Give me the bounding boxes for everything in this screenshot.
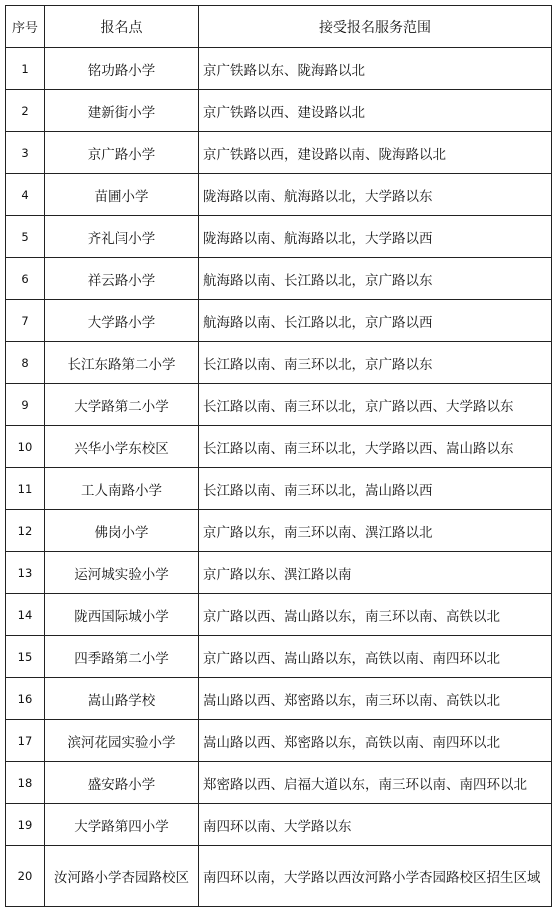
- table-body: [6, 48, 552, 907]
- enrollment-site: 汝河路小学杏园路校区: [45, 846, 199, 907]
- enrollment-site: 嵩山路学校: [45, 678, 199, 720]
- service-range: 郑密路以西、启福大道以东，南三环以南、南四环以北: [199, 762, 552, 804]
- enrollment-site: 祥云路小学: [45, 258, 199, 300]
- header-row: [6, 6, 552, 48]
- header-enrollment-site: 报名点: [45, 6, 199, 48]
- row-number: 13: [6, 552, 45, 594]
- table-row: [6, 342, 552, 384]
- enrollment-site: 陇西国际城小学: [45, 594, 199, 636]
- enrollment-site: 建新街小学: [45, 90, 199, 132]
- row-number: 20: [6, 846, 45, 907]
- table-row: [6, 804, 552, 846]
- enrollment-site: 苗圃小学: [45, 174, 199, 216]
- row-number: 1: [6, 48, 45, 90]
- header-service-range: 接受报名服务范围: [199, 6, 552, 48]
- service-range: 京广铁路以西，建设路以南、陇海路以北: [199, 132, 552, 174]
- table-header: [6, 6, 552, 48]
- service-range: 京广路以西、嵩山路以东，南三环以南、高铁以北: [199, 594, 552, 636]
- row-number: 19: [6, 804, 45, 846]
- table-row: [6, 384, 552, 426]
- service-range: 京广路以西、嵩山路以东，高铁以南、南四环以北: [199, 636, 552, 678]
- service-range: 长江路以南、南三环以北，嵩山路以西: [199, 468, 552, 510]
- service-range: 嵩山路以西、郑密路以东，高铁以南、南四环以北: [199, 720, 552, 762]
- row-number: 9: [6, 384, 45, 426]
- table-row: [6, 216, 552, 258]
- service-range: 航海路以南、长江路以北，京广路以西: [199, 300, 552, 342]
- row-number: 11: [6, 468, 45, 510]
- service-range: 长江路以南、南三环以北，大学路以西、嵩山路以东: [199, 426, 552, 468]
- enrollment-site: 大学路第二小学: [45, 384, 199, 426]
- row-number: 12: [6, 510, 45, 552]
- enrollment-site: 大学路小学: [45, 300, 199, 342]
- service-range: 长江路以南、南三环以北，京广路以西、大学路以东: [199, 384, 552, 426]
- table-row: [6, 636, 552, 678]
- table-row: [6, 132, 552, 174]
- service-range: 陇海路以南、航海路以北，大学路以西: [199, 216, 552, 258]
- row-number: 17: [6, 720, 45, 762]
- enrollment-site: 大学路第四小学: [45, 804, 199, 846]
- enrollment-site: 长江东路第二小学: [45, 342, 199, 384]
- table-row: [6, 174, 552, 216]
- table-row: [6, 48, 552, 90]
- table-row: [6, 552, 552, 594]
- enrollment-site: 工人南路小学: [45, 468, 199, 510]
- row-number: 7: [6, 300, 45, 342]
- enrollment-site: 齐礼闫小学: [45, 216, 199, 258]
- table-row: [6, 762, 552, 804]
- enrollment-site: 铭功路小学: [45, 48, 199, 90]
- table-row: [6, 258, 552, 300]
- table-row: [6, 846, 552, 907]
- table-row: [6, 468, 552, 510]
- service-range: 嵩山路以西、郑密路以东，南三环以南、高铁以北: [199, 678, 552, 720]
- row-number: 14: [6, 594, 45, 636]
- service-range: 长江路以南、南三环以北，京广路以东: [199, 342, 552, 384]
- row-number: 10: [6, 426, 45, 468]
- row-number: 5: [6, 216, 45, 258]
- service-range: 京广铁路以东、陇海路以北: [199, 48, 552, 90]
- enrollment-table: [5, 5, 552, 907]
- row-number: 18: [6, 762, 45, 804]
- enrollment-site: 运河城实验小学: [45, 552, 199, 594]
- service-range: 京广铁路以西、建设路以北: [199, 90, 552, 132]
- enrollment-site: 佛岗小学: [45, 510, 199, 552]
- row-number: 2: [6, 90, 45, 132]
- table-row: [6, 678, 552, 720]
- table-row: [6, 300, 552, 342]
- service-range: 京广路以东、潩江路以南: [199, 552, 552, 594]
- enrollment-site: 京广路小学: [45, 132, 199, 174]
- service-range: 航海路以南、长江路以北，京广路以东: [199, 258, 552, 300]
- row-number: 16: [6, 678, 45, 720]
- service-range: 陇海路以南、航海路以北，大学路以东: [199, 174, 552, 216]
- row-number: 3: [6, 132, 45, 174]
- row-number: 6: [6, 258, 45, 300]
- enrollment-site: 兴华小学东校区: [45, 426, 199, 468]
- enrollment-site: 盛安路小学: [45, 762, 199, 804]
- table-row: [6, 720, 552, 762]
- service-range: 南四环以南、大学路以东: [199, 804, 552, 846]
- table-row: [6, 594, 552, 636]
- enrollment-site: 四季路第二小学: [45, 636, 199, 678]
- row-number: 15: [6, 636, 45, 678]
- row-number: 8: [6, 342, 45, 384]
- service-range: 南四环以南，大学路以西汝河路小学杏园路校区招生区域: [199, 846, 552, 907]
- row-number: 4: [6, 174, 45, 216]
- table-row: [6, 90, 552, 132]
- service-range: 京广路以东，南三环以南、潩江路以北: [199, 510, 552, 552]
- table-row: [6, 426, 552, 468]
- table-row: [6, 510, 552, 552]
- header-number: 序号: [6, 6, 45, 48]
- enrollment-site: 滨河花园实验小学: [45, 720, 199, 762]
